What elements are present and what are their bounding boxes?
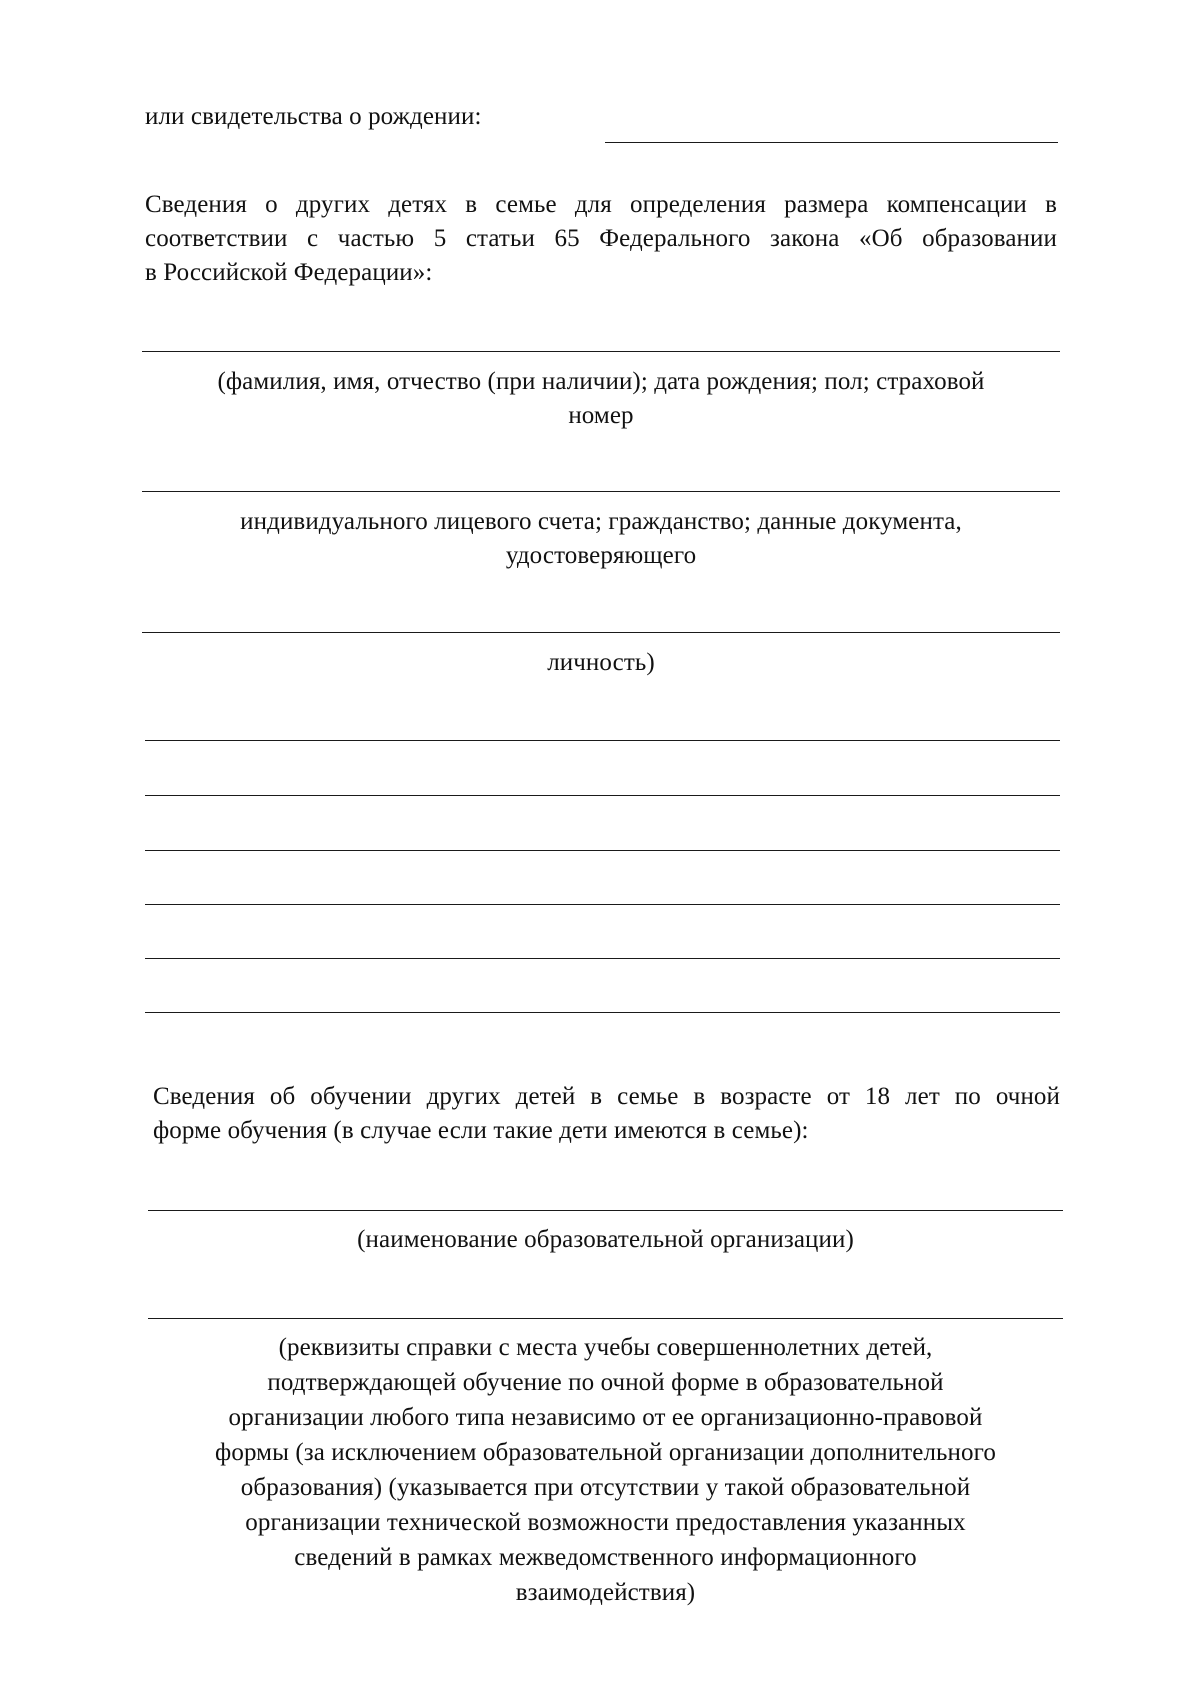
blank-line-4[interactable] bbox=[145, 904, 1060, 905]
study-certificate-caption-line: формы (за исключением образовательной организации дополнительного bbox=[215, 1439, 996, 1466]
other-children-field-line-2[interactable] bbox=[142, 491, 1060, 492]
adult-education-intro-line-2: форме обучения (в случае если такие дети имеются в семье): bbox=[153, 1117, 809, 1144]
study-certificate-caption-line: сведений в рамках межведомственного информационного bbox=[294, 1544, 917, 1571]
adult-education-intro-line-1: Сведения об обучении других детей в семье в возрасте от 18 лет по очной bbox=[153, 1083, 1060, 1110]
study-certificate-caption-line: подтверждающей обучение по очной форме в образовательной bbox=[267, 1369, 944, 1396]
other-children-caption-2-line-2: удостоверяющего bbox=[505, 542, 697, 569]
other-children-intro-line-3: в Российской Федерации»: bbox=[145, 259, 433, 286]
other-children-intro-line-2: соответствии с частью 5 статьи 65 Федерального закона «Об образовании bbox=[145, 225, 1057, 252]
other-children-caption-2-line-1: индивидуального лицевого счета; гражданство; данные документа, bbox=[240, 508, 962, 535]
birth-certificate-field-line[interactable] bbox=[605, 142, 1058, 143]
other-children-field-line-3[interactable] bbox=[142, 632, 1060, 633]
education-org-caption: (наименование образовательной организации) bbox=[357, 1226, 854, 1253]
education-org-field-line[interactable] bbox=[148, 1210, 1063, 1211]
study-certificate-caption-line: образования) (указывается при отсутствии у такой образовательной bbox=[240, 1474, 971, 1501]
other-children-caption-1-line-1: (фамилия, имя, отчество (при наличии); дата рождения; пол; страховой bbox=[217, 368, 985, 395]
study-certificate-caption-line: организации любого типа независимо от ее организационно-правовой bbox=[228, 1404, 983, 1431]
blank-line-1[interactable] bbox=[145, 740, 1060, 741]
study-certificate-caption-line: взаимодействия) bbox=[515, 1579, 696, 1606]
blank-line-6[interactable] bbox=[145, 1012, 1060, 1013]
blank-line-3[interactable] bbox=[145, 850, 1060, 851]
study-certificate-caption-line: (реквизиты справки с места учебы совершеннолетних детей, bbox=[278, 1334, 933, 1361]
birth-certificate-label: или свидетельства о рождении: bbox=[145, 103, 482, 130]
study-certificate-caption-line: организации технической возможности предоставления указанных bbox=[245, 1509, 966, 1536]
study-certificate-field-line[interactable] bbox=[148, 1318, 1063, 1319]
other-children-caption-1-line-2: номер bbox=[568, 402, 634, 429]
blank-line-2[interactable] bbox=[145, 795, 1060, 796]
other-children-intro-line-1: Сведения о других детях в семье для определения размера компенсации в bbox=[145, 191, 1057, 218]
other-children-caption-3: личность) bbox=[547, 649, 655, 676]
other-children-field-line-1[interactable] bbox=[142, 351, 1060, 352]
blank-line-5[interactable] bbox=[145, 958, 1060, 959]
